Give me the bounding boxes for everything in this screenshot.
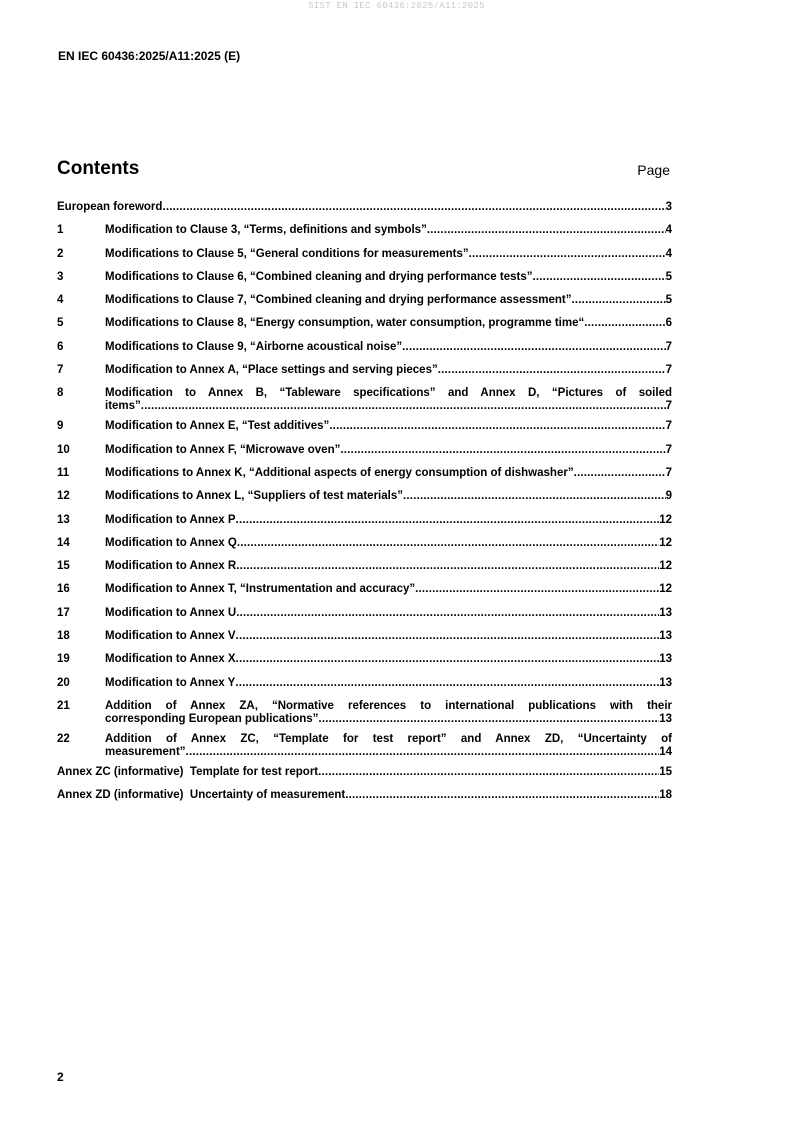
toc-entry-number: 9 [57,420,64,433]
toc-leader-dots [340,444,665,457]
toc-leader-dots [533,271,666,284]
toc-leader-dots [235,677,659,690]
toc-entry-page: 12 [659,513,672,526]
toc-entry-number: 14 [57,536,70,549]
toc-entry-16[interactable] [57,583,672,596]
toc-leader-dots [318,713,659,726]
toc-entry-number: 22 [57,732,70,745]
toc-entry-page: 12 [659,560,672,573]
toc-leader-dots [584,317,665,330]
toc-leader-dots [572,294,666,307]
toc-entry-3[interactable] [57,271,672,284]
toc-entry-page: 7 [665,400,672,413]
toc-entry-title-line-2: measurement” [105,745,186,758]
toc-leader-dots [318,766,659,779]
toc-leader-dots [236,514,660,527]
toc-entry-title: Modifications to Clause 8, “Energy consumption, water consumption, programme time“ [105,317,585,330]
toc-entry-page: 13 [659,653,672,666]
toc-leader-dots [574,467,666,480]
contents-heading: Contents [57,158,140,179]
toc-entry-title: Modification to Annex V [105,630,236,643]
toc-entry-page: 6 [665,317,672,330]
toc-entry-page: 5 [665,270,672,283]
toc-entry-number: 17 [57,606,70,619]
toc-leader-dots [469,248,666,261]
toc-entry-page: 18 [659,789,672,802]
toc-entry-page: 4 [665,224,672,237]
toc-entry-10[interactable] [57,444,672,457]
toc-leader-dots [329,420,665,433]
toc-entry-number: 10 [57,443,70,456]
page-number: 2 [57,1070,64,1084]
toc-entry-annex-zd[interactable] [57,789,672,802]
toc-entry-title: Modification to Annex P [105,513,236,526]
toc-entry-number: 8 [57,387,64,400]
toc-entry-title: Modification to Clause 3, “Terms, definitions and symbols” [105,224,427,237]
toc-entry-title-line-1: Addition of Annex ZC, “Template for test report” and Annex ZD, “Uncertainty of [105,732,672,745]
toc-entry-number: 7 [57,364,64,377]
toc-entry-18[interactable] [57,630,672,643]
toc-leader-dots [236,653,660,666]
toc-entry-title: Modification to Annex E, “Test additives” [105,420,330,433]
toc-entry-number: 3 [57,270,64,283]
toc-entry-number: 13 [57,513,70,526]
toc-entry-annex-zc[interactable] [57,766,672,779]
toc-entry-page: 7 [665,443,672,456]
toc-entry-11[interactable] [57,467,672,480]
watermark: SIST EN IEC 60436:2025/A11:2025 [308,1,485,11]
toc-entry-4[interactable] [57,294,672,307]
toc-entry-number: 4 [57,294,64,307]
toc-entry-page: 13 [659,712,672,725]
toc-entry-20[interactable] [57,677,672,690]
toc-entry-page: 13 [659,676,672,689]
toc-entry-number: 21 [57,699,70,712]
toc-entry-number: 5 [57,317,64,330]
toc-entry-title: Modifications to Clause 5, “General conditions for measurements” [105,247,469,260]
toc-entry-2[interactable] [57,248,672,261]
toc-entry-title-line-1: Modification to Annex B, “Tableware specifications” and Annex D, “Pictures of soiled [105,387,672,400]
toc-entry-title: Modifications to Clause 9, “Airborne acoustical noise” [105,340,403,353]
toc-entry-number: 15 [57,560,70,573]
toc-leader-dots [415,583,659,596]
page-column-label: Page [637,162,670,178]
toc-entry-title-line-2: items” [105,400,141,413]
toc-entry-title: Modification to Annex A, “Place settings and serving pieces” [105,364,438,377]
toc-entry-title: Modification to Annex R [105,560,237,573]
toc-entry-7[interactable] [57,364,672,377]
toc-leader-dots [345,789,659,802]
toc-entry-title: Annex ZC (informative) Template for test report [57,765,319,778]
toc-entry-number: 1 [57,224,64,237]
toc-leader-dots [186,746,660,759]
toc-entry-title: Modifications to Annex L, “Suppliers of test materials” [105,490,403,503]
toc-entry-page: 5 [665,294,672,307]
toc-entry-8[interactable] [57,387,672,413]
toc-entry-page: 7 [665,364,672,377]
toc-entry-9[interactable] [57,420,672,433]
toc-entry-number: 20 [57,676,70,689]
toc-entry-17[interactable] [57,607,672,620]
toc-entry-number: 6 [57,340,64,353]
toc-entry-title: Modification to Annex X [105,653,236,666]
toc-entry-number: 12 [57,490,70,503]
toc-entry-page: 3 [665,201,672,213]
toc-entry-title-line-2: corresponding European publications” [105,712,319,725]
toc-leader-dots [438,364,666,377]
toc-leader-dots [162,201,665,214]
toc-entry-page: 7 [665,420,672,433]
toc-entry-page: 9 [665,490,672,503]
document-header: EN IEC 60436:2025/A11:2025 (E) [58,49,241,63]
toc-entry-page: 12 [659,583,672,596]
toc-leader-dots [236,560,659,573]
toc-entry-page: 14 [659,745,672,758]
toc-leader-dots [402,341,665,354]
toc-entry-12[interactable] [57,490,672,503]
toc-leader-dots [236,630,660,643]
toc-leader-dots [141,400,666,413]
toc-leader-dots [236,607,659,620]
toc-entry-title: Modifications to Clause 7, “Combined cleaning and drying performance assessment” [105,294,572,307]
toc-entry-title: Modifications to Clause 6, “Combined cleaning and drying performance tests” [105,270,533,283]
toc-entry-1[interactable] [57,224,672,237]
toc-entry-6[interactable] [57,341,672,354]
toc-entry-15[interactable] [57,560,672,573]
toc-entry-page: 4 [665,247,672,260]
toc-entry-title: Modification to Annex Q [105,536,237,549]
toc-entry-title: Annex ZD (informative) Uncertainty of measurement [57,789,346,802]
toc-entry-title: Modification to Annex F, “Microwave oven” [105,443,341,456]
toc-entry-5[interactable] [57,317,672,330]
toc-entry-title: Modification to Annex Y [105,676,236,689]
toc-entry-title: European foreword [57,201,163,213]
toc-entry-page: 7 [665,466,672,479]
toc-entry-page: 12 [659,536,672,549]
toc-leader-dots [237,537,659,550]
toc-entry-title: Modifications to Annex K, “Additional aspects of energy consumption of dishwasher” [105,466,574,479]
toc-entry-title: Modification to Annex U [105,606,237,619]
toc-entry-number: 2 [57,247,64,260]
toc-entry-14[interactable] [57,537,672,550]
toc-entry-13[interactable] [57,514,672,527]
toc-entry-page: 7 [665,340,672,353]
toc-entry-page: 13 [659,630,672,643]
toc-entry-page: 15 [659,765,672,778]
table-of-contents [57,201,672,813]
toc-entry-number: 16 [57,583,70,596]
toc-entry-number: 18 [57,630,70,643]
toc-entry-title: Modification to Annex T, “Instrumentation and accuracy” [105,583,416,596]
toc-entry-22[interactable] [57,733,672,759]
toc-entry-21[interactable] [57,700,672,726]
toc-leader-dots [403,490,666,503]
toc-entry-number: 11 [57,466,70,479]
toc-entry-european-foreword[interactable] [57,201,672,214]
toc-entry-number: 19 [57,653,70,666]
toc-entry-title-line-1: Addition of Annex ZA, “Normative references to international publications with their [105,699,672,712]
toc-entry-page: 13 [659,606,672,619]
toc-leader-dots [427,224,666,237]
toc-entry-19[interactable] [57,653,672,666]
